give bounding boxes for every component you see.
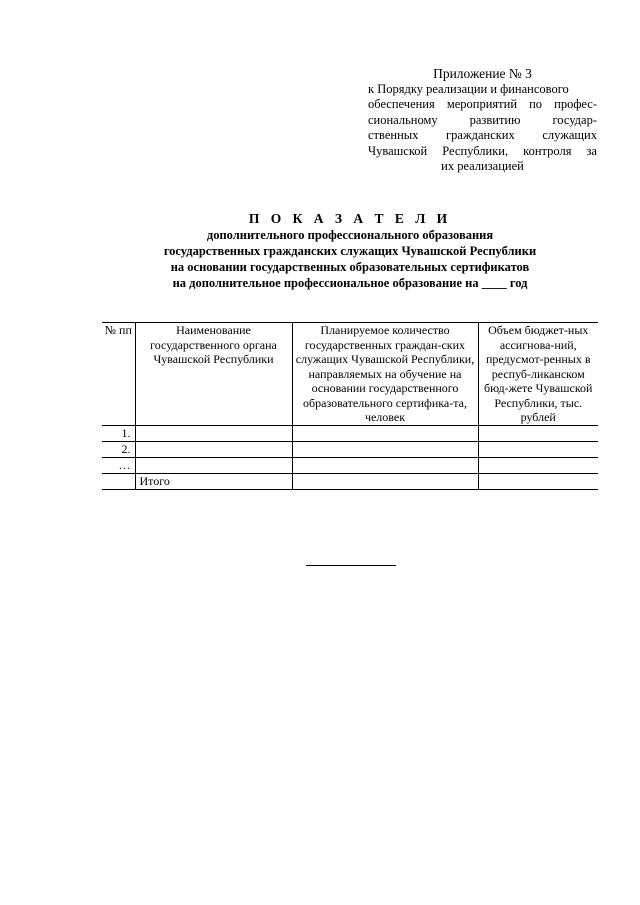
table-cell xyxy=(292,425,478,441)
closing-rule xyxy=(306,565,396,566)
table-cell xyxy=(135,457,292,473)
document-title: П О К А З А Т Е Л И xyxy=(248,211,452,226)
appendix-line: к Порядку реализации и финансового xyxy=(368,81,569,96)
column-header-organ: Наименование государственного органа Чувашской Республики xyxy=(135,323,292,426)
indicators-table xyxy=(102,322,598,490)
appendix-line: Чувашской Республики, контроля за xyxy=(368,143,597,158)
column-header-budget: Объем бюджет-ных ассигнова-ний, предусмот-ренных в респуб-ликанском бюд-жете Чувашской Республики, тыс. рублей xyxy=(478,323,598,426)
table-cell xyxy=(102,473,135,489)
appendix-line: их реализацией xyxy=(441,159,524,173)
table-cell xyxy=(478,425,598,441)
document-subtitle-line: дополнительного профессионального образования xyxy=(206,228,494,242)
table-cell xyxy=(292,473,478,489)
column-header-number: № пп xyxy=(104,323,132,337)
table-cell: 1. xyxy=(121,425,131,440)
column-header-planned-count: Планируемое количество государственных граждан-ских служащих Чувашской Республики, направляемых на обучение на основании государственного образовательного сертифика-та, человек xyxy=(292,323,478,426)
table-row xyxy=(102,425,598,441)
table-cell: … xyxy=(118,457,131,472)
table-cell xyxy=(292,457,478,473)
table-cell: 2. xyxy=(121,441,131,456)
table-cell xyxy=(478,457,598,473)
document-subtitle-line: на дополнительное профессиональное образование на ____ год xyxy=(172,276,528,290)
appendix-line: сиональному развитию государ- xyxy=(368,112,597,127)
table-row xyxy=(102,441,598,457)
table-cell xyxy=(478,473,598,489)
table-cell xyxy=(135,441,292,457)
table-header-row xyxy=(102,323,598,426)
table-row-total xyxy=(102,473,598,489)
appendix-title: Приложение № 3 xyxy=(433,66,532,81)
document-subtitle-line: государственных гражданских служащих Чувашской Республики xyxy=(163,244,537,258)
table-cell xyxy=(478,441,598,457)
appendix-block xyxy=(368,66,597,175)
table-cell xyxy=(292,441,478,457)
total-label: Итого xyxy=(135,473,292,489)
document-subtitle-line: на основании государственных образовательных сертификатов xyxy=(170,260,530,274)
table-cell xyxy=(135,425,292,441)
table-row xyxy=(102,457,598,473)
appendix-line: ственных гражданских служащих xyxy=(368,128,597,142)
document-heading xyxy=(90,211,610,291)
appendix-line: обеспечения мероприятий по профес- xyxy=(368,97,597,111)
